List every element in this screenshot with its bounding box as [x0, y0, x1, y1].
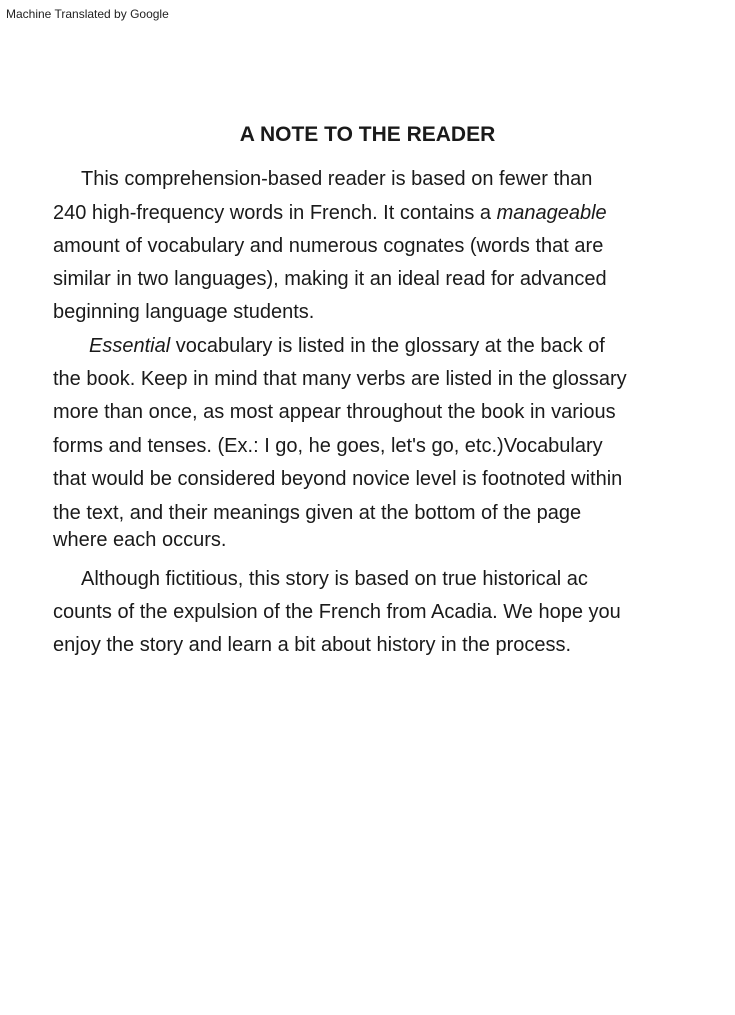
text-line: the book. Keep in mind that many verbs are listed in the glossary	[53, 368, 627, 390]
text-line: amount of vocabulary and numerous cognates (words that are	[53, 235, 604, 257]
text-line: enjoy the story and learn a bit about history in the process.	[53, 634, 572, 656]
emphasis-text: Essential	[89, 335, 171, 357]
text-line: counts of the expulsion of the French from Acadia. We hope you	[53, 601, 621, 623]
machine-translation-watermark: Machine Translated by Google	[6, 7, 169, 21]
text-line: This comprehension-based reader is based on fewer than	[81, 168, 593, 190]
text-line: Although fictitious, this story is based on true historical ac	[81, 568, 588, 590]
text-line: forms and tenses. (Ex.: I go, he goes, let's go, etc.)Vocabulary	[53, 435, 603, 457]
text-line	[89, 334, 605, 358]
text-line: more than once, as most appear throughout the book in various	[53, 401, 616, 423]
text-span: vocabulary is listed in the glossary at the back of	[170, 335, 605, 357]
emphasis-text: manageable	[496, 202, 607, 224]
page-title: A NOTE TO THE READER	[239, 123, 496, 146]
text-line: beginning language students.	[53, 301, 315, 323]
text-line: that would be considered beyond novice level is footnoted within	[53, 468, 623, 490]
text-span: 240 high-frequency words in French. It contains a	[53, 202, 497, 224]
text-line: where each occurs.	[53, 529, 227, 551]
text-line: the text, and their meanings given at the bottom of the page	[53, 502, 582, 524]
text-line	[53, 201, 607, 225]
text-line: similar in two languages), making it an ideal read for advanced	[53, 268, 607, 290]
